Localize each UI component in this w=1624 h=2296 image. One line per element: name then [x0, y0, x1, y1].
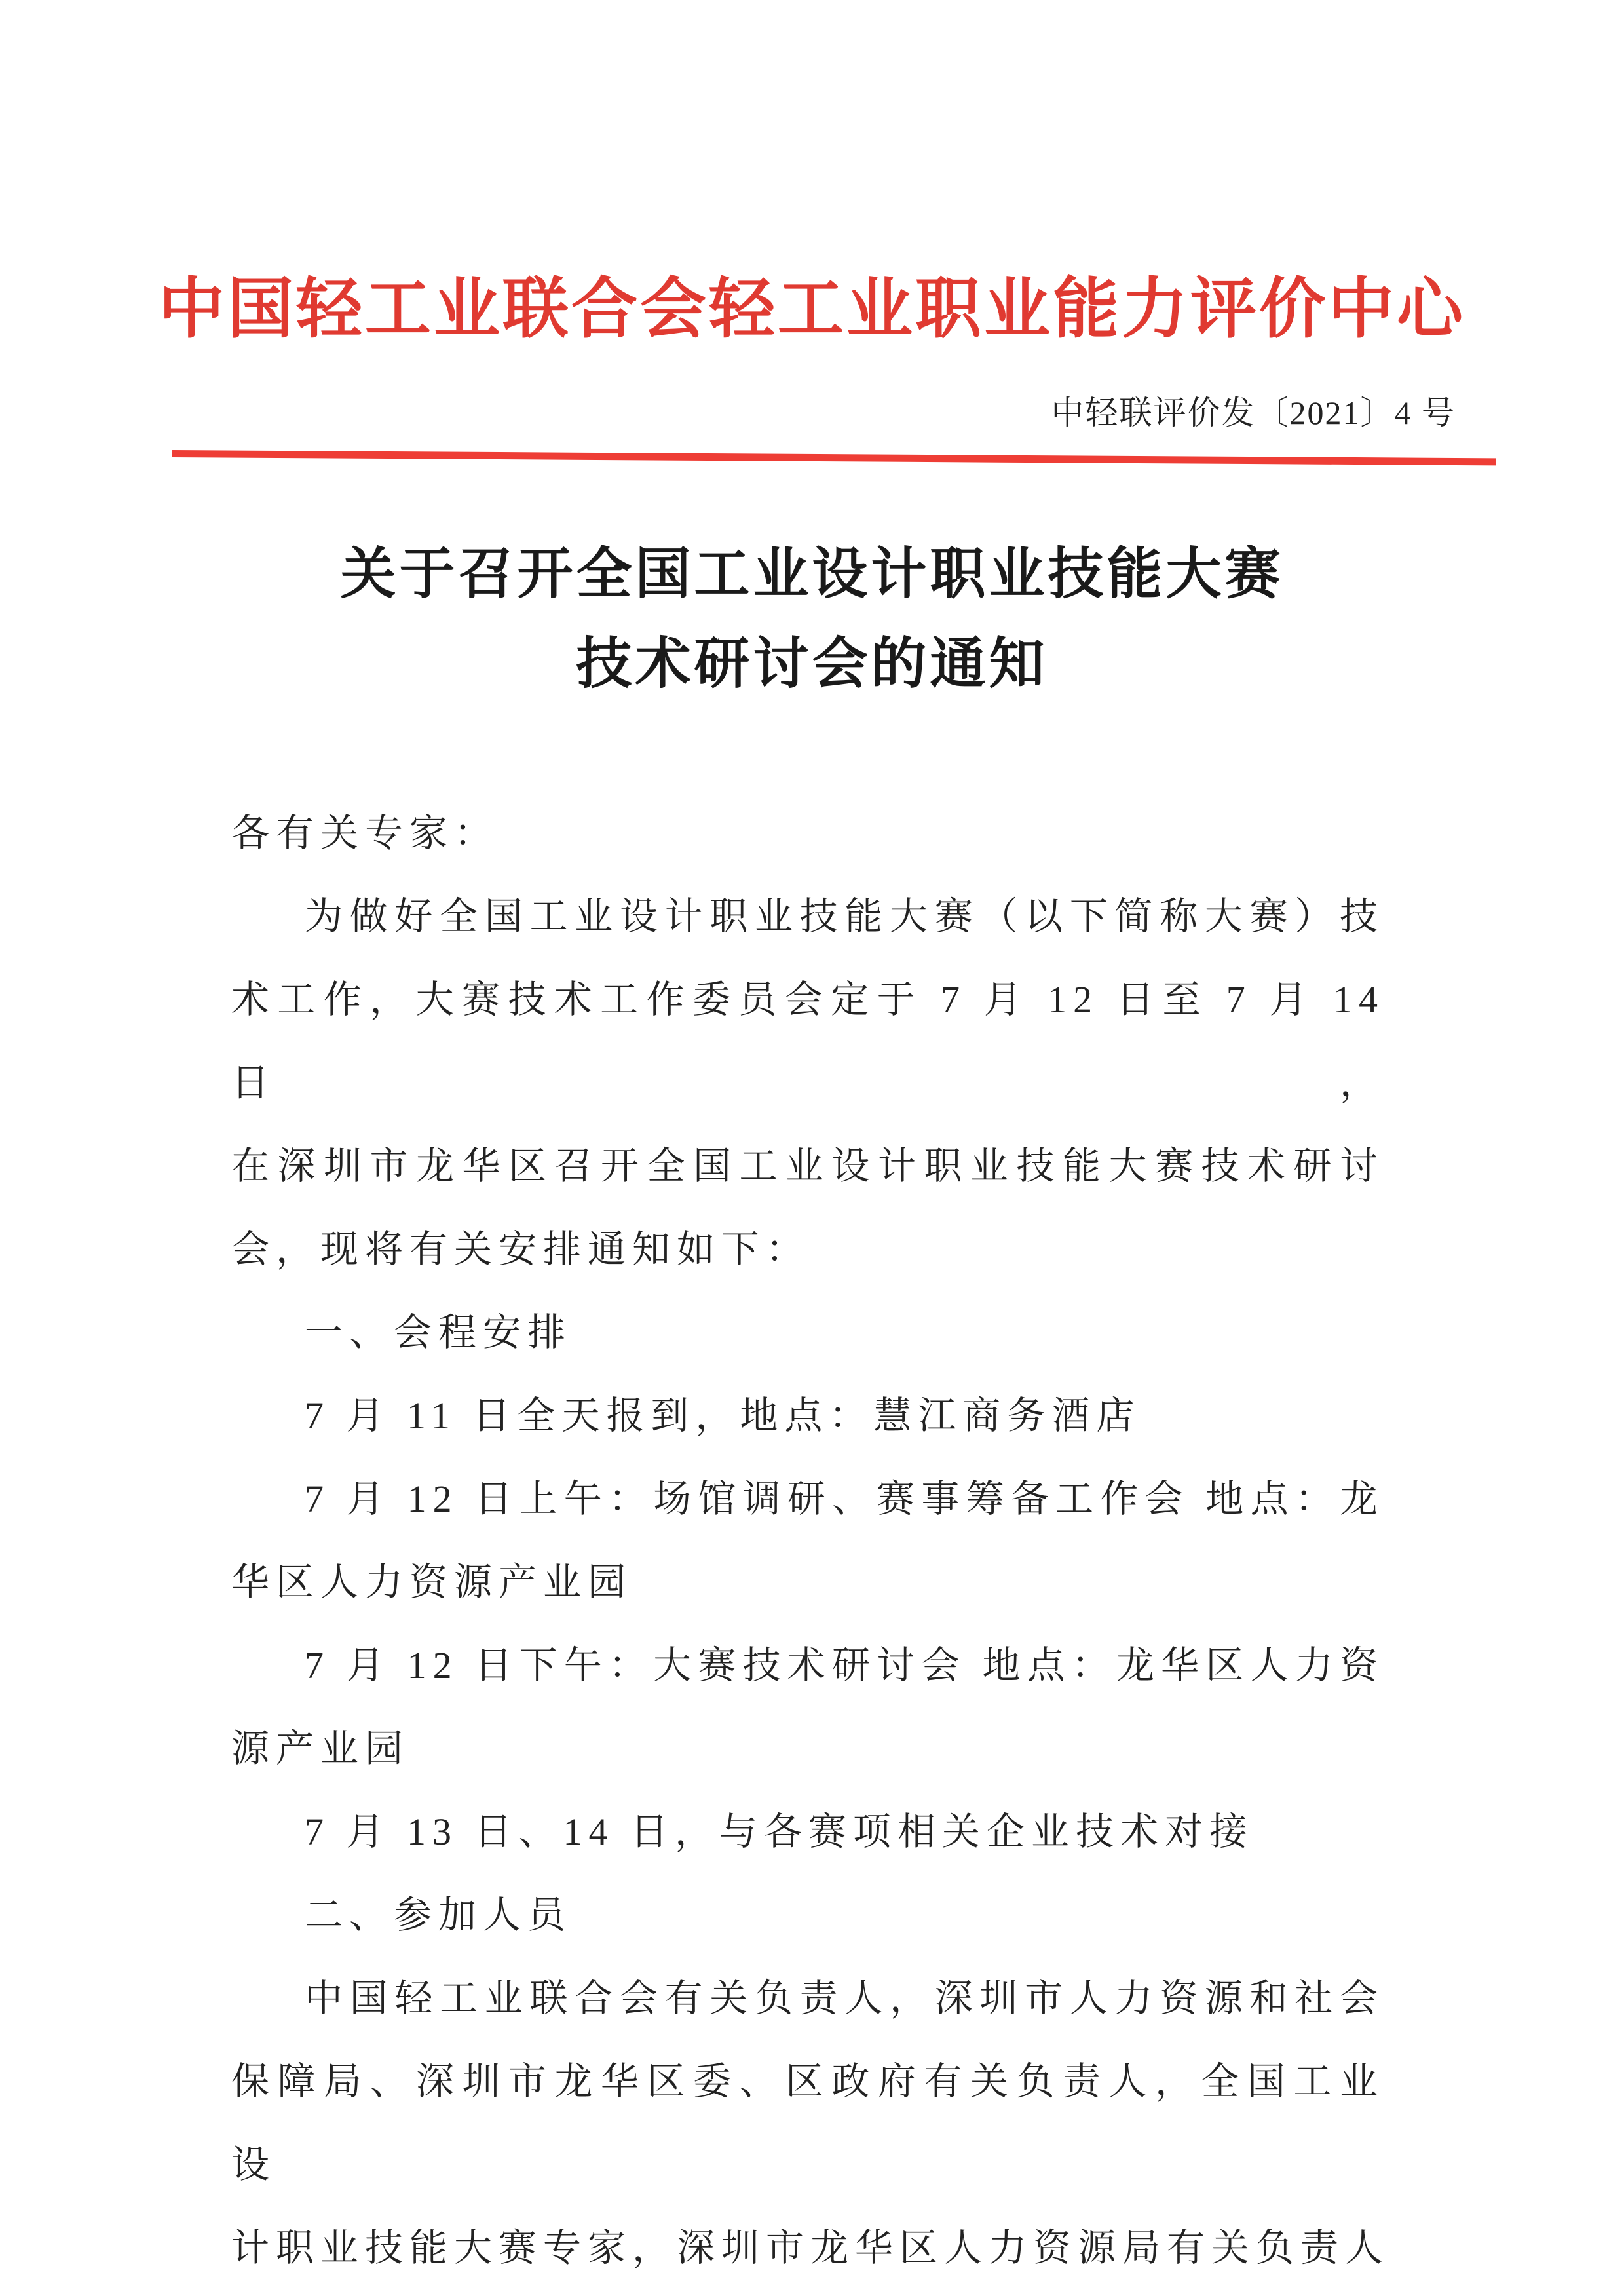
body-line: 计职业技能大赛专家，深圳市龙华区人力资源局有关负责人 — [231, 2227, 1390, 2269]
body-line: 在深圳市龙华区召开全国工业设计职业技能大赛技术研讨 — [231, 1145, 1384, 1187]
body-line: 各有关专家： — [231, 812, 499, 854]
notice-body — [231, 792, 1390, 2289]
body-line: 为做好全国工业设计职业技能大赛（以下简称大赛）技 — [305, 895, 1384, 938]
body-line: 源产业园 — [231, 1727, 410, 1770]
body-line: 7 月 12 日下午：大赛技术研讨会 地点：龙华区人力资 — [305, 1644, 1384, 1687]
body-line: 7 月 12 日上午：场馆调研、赛事筹备工作会 地点：龙 — [305, 1478, 1384, 1520]
body-line: 一、会程安排 — [305, 1311, 573, 1354]
notice-title — [0, 530, 1624, 710]
body-line: 二、参加人员 — [305, 1894, 573, 1936]
notice-title-line-2: 技术研讨会的通知 — [576, 634, 1048, 695]
body-line: 保障局、深圳市龙华区委、区政府有关负责人，全国工业设 — [231, 2060, 1384, 2186]
notice-title-line-1: 关于召开全国工业设计职业技能大赛 — [340, 544, 1284, 605]
org-title: 中国轻工业联合会轻工业职业能力评价中心 — [158, 273, 1465, 346]
body-line: 华区人力资源产业园 — [231, 1561, 633, 1603]
body-line: 会，现将有关安排通知如下： — [231, 1228, 811, 1271]
doc-number: 中轻联评价发〔2021〕4 号 — [1051, 394, 1456, 431]
body-line: 术工作，大赛技术工作委员会定于 7 月 12 日至 7 月 14 日， — [231, 978, 1384, 1104]
red-divider-rule — [172, 450, 1496, 465]
body-line: 中国轻工业联合会有关负责人，深圳市人力资源和社会 — [305, 1977, 1384, 2019]
body-line: 7 月 11 日全天报到，地点：慧江商务酒店 — [305, 1394, 1141, 1437]
body-line: 7 月 13 日、14 日，与各赛项相关企业技术对接 — [305, 1810, 1255, 1853]
